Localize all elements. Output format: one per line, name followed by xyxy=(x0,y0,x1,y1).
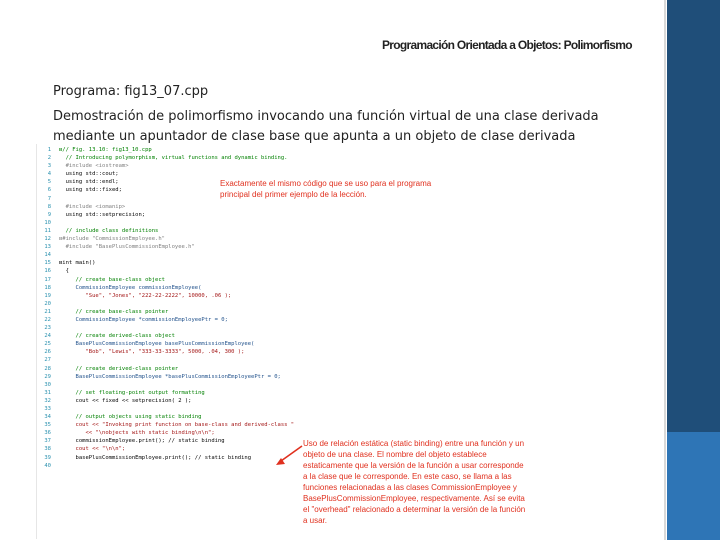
line-number: 26 xyxy=(44,349,51,356)
line-number: 39 xyxy=(44,454,51,461)
code-line: "Sue", "Jones", "222-22-2222", 10000, .06 ); xyxy=(59,292,232,299)
code-line xyxy=(59,462,294,470)
annotation-same-code: Exactamente el mismo código que se uso para el programa principal del primer ejemplo de la lección. xyxy=(220,179,432,199)
code-line: using std::cout; xyxy=(59,171,119,178)
code-line: #include <iostream> xyxy=(59,163,129,170)
line-number: 20 xyxy=(44,300,51,307)
code-line: "Bob", "Lewis", "333-33-3333", 5000, .04, 300 ); xyxy=(59,349,245,356)
line-number: 27 xyxy=(44,357,51,364)
code-line: // set floating-point output formatting xyxy=(59,389,205,396)
line-number: 5 xyxy=(47,179,51,186)
line-number: 33 xyxy=(44,406,51,412)
line-number: 14 xyxy=(44,252,51,259)
line-number: 8 xyxy=(47,203,51,210)
code-line: BasePlusCommissionEmployee basePlusCommissionEmployee( xyxy=(59,341,255,348)
code-line: CommissionEmployee commissionEmployee( xyxy=(59,284,202,291)
line-number: 37 xyxy=(44,438,51,445)
line-number: 24 xyxy=(44,333,51,340)
line-number: 2 xyxy=(47,155,51,162)
code-line: // create derived-class object xyxy=(59,333,175,340)
program-description: Demostración de polimorfismo invocando una función virtual de una clase derivada mediante un apuntador de clase base que apunta a un objeto de clase derivada xyxy=(53,109,599,144)
code-line: { xyxy=(59,268,69,275)
code-line: cout << fixed << setprecision( 2 ); xyxy=(59,397,192,404)
code-line: // include class definitions xyxy=(59,227,159,234)
code-line xyxy=(59,356,294,364)
line-number: 30 xyxy=(44,381,51,388)
line-numbers xyxy=(37,146,51,470)
line-number: 1 xyxy=(47,147,51,153)
line-number: 12 xyxy=(44,236,51,243)
code-line xyxy=(59,381,294,389)
program-subtitle: Programa: fig13_07.cpp xyxy=(53,84,209,99)
annotation-static-binding: Uso de relación estática (static binding) entre una función y un objeto de una clase. El nombre del objeto establece estaticamente que la versión de la función a usar corresponde a la clase que le corresponde. En este caso, se llama a las funciones relacionadas a las clases CommissionEmployee y BasePlusCommissionEmployee, respectivamente. Así se evita el "overhead" relacionado a determinar la versión de la función a usar. xyxy=(303,439,526,525)
code-line: // create derived-class pointer xyxy=(59,365,179,372)
code-line xyxy=(59,300,294,308)
code-line: CommissionEmployee *commissionEmployeePtr = 0; xyxy=(59,316,228,323)
line-number: 17 xyxy=(44,276,51,283)
code-line: // output objects using static binding xyxy=(59,414,202,421)
line-number: 15 xyxy=(44,260,51,267)
code-line: #include "BasePlusCommissionEmployee.h" xyxy=(59,244,195,251)
line-number: 31 xyxy=(44,389,51,396)
line-number: 34 xyxy=(44,414,51,421)
line-number: 29 xyxy=(44,373,51,380)
line-number: 40 xyxy=(44,462,51,469)
code-line: ⊟int main() xyxy=(59,260,96,267)
line-number: 22 xyxy=(44,316,51,323)
code-line: // Introducing polymorphism, virtual functions and dynamic binding. xyxy=(59,155,288,162)
code-line: // create base-class object xyxy=(59,276,165,283)
line-number: 21 xyxy=(44,308,51,315)
code-line: << "\nobjects with static binding\n\n"; xyxy=(59,430,215,437)
code-line: cout << "Invoking print function on base-class and derived-class " xyxy=(59,422,295,429)
slide-divider xyxy=(664,0,666,540)
code-line: using std::setprecision; xyxy=(59,211,146,218)
line-number: 19 xyxy=(44,292,51,299)
code-line xyxy=(59,324,294,332)
line-number: 35 xyxy=(44,422,51,429)
code-line: using std::endl; xyxy=(59,179,119,186)
code-line: ⊟// Fig. 13.10: fig13_10.cpp xyxy=(59,147,152,153)
code-line: basePlusCommissionEmployee.print(); // static binding xyxy=(59,454,252,461)
line-number: 25 xyxy=(44,341,51,348)
line-number: 23 xyxy=(44,325,51,332)
line-number: 6 xyxy=(47,187,51,194)
line-number: 16 xyxy=(44,268,51,275)
line-number: 3 xyxy=(47,163,51,170)
line-number: 32 xyxy=(44,397,51,404)
code-line: BasePlusCommissionEmployee *basePlusCommissionEmployeePtr = 0; xyxy=(59,373,281,380)
line-number: 11 xyxy=(44,227,51,234)
line-number: 38 xyxy=(44,446,51,453)
line-number: 13 xyxy=(44,244,51,251)
line-number: 28 xyxy=(44,365,51,372)
line-number: 10 xyxy=(44,219,51,226)
sidebar-decoration-light xyxy=(667,432,720,540)
line-number: 4 xyxy=(47,171,51,178)
line-number: 7 xyxy=(47,195,51,202)
code-line: #include <iomanip> xyxy=(59,203,126,210)
code-line: // create base-class pointer xyxy=(59,308,169,315)
code-line: commissionEmployee.print(); // static binding xyxy=(59,438,225,445)
code-line: cout << "\n\n"; xyxy=(59,446,126,453)
code-line xyxy=(59,219,294,227)
code-line xyxy=(59,251,294,259)
code-line: using std::fixed; xyxy=(59,187,122,194)
code-line: ⊟#include "CommissionEmployee.h" xyxy=(59,236,165,243)
slide-title: Programación Orientada a Objetos: Polimorfismo xyxy=(382,38,632,52)
line-number: 18 xyxy=(44,284,51,291)
line-number: 9 xyxy=(47,211,51,218)
code-line xyxy=(59,405,294,413)
line-number: 36 xyxy=(44,430,51,437)
